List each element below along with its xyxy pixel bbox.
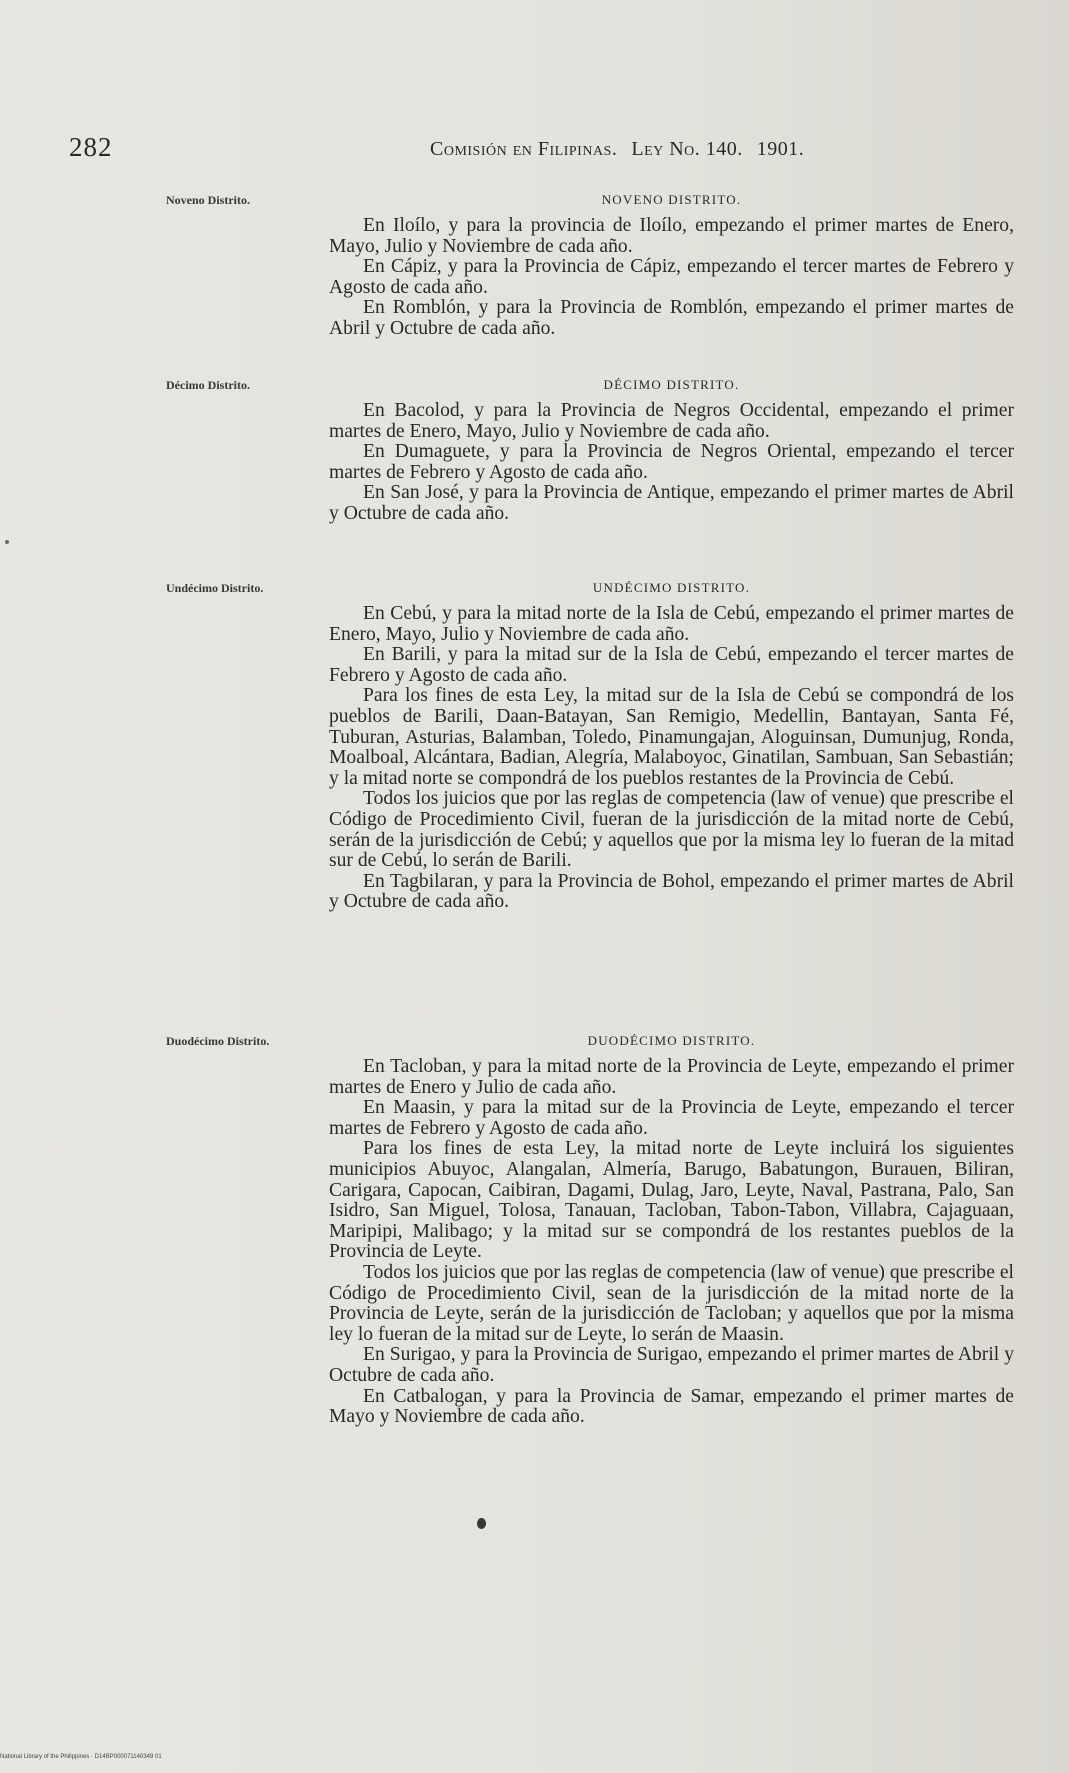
- running-head: [430, 138, 804, 161]
- paragraph: En Dumaguete, y para la Provincia de Negros Oriental, empezando el tercer martes de Febrero y Agosto de cada año.: [329, 441, 1014, 483]
- section-heading: DÉCIMO DISTRITO.: [603, 377, 740, 392]
- paragraph: En Barili, y para la mitad sur de la Isla de Cebú, empezando el tercer martes de Febrero y Agosto de cada año.: [329, 644, 1014, 686]
- running-head-year: 1901.: [756, 138, 805, 160]
- paragraph: En Surigao, y para la Provincia de Surigao, empezando el primer martes de Abril y Octubre de cada año.: [329, 1344, 1014, 1386]
- paragraph: Para los fines de esta Ley, la mitad sur de la Isla de Cebú se compondrá de los pueblos de Barili, Daan-Batayan, San Remigio, Medellin, Bantayan, Santa Fé, Tuburan, Asturias, Balamban, Toledo, Pinamungajan, Aloguinsan, Dumunjug, Ronda, Moalboal, Alcántara, Badian, Alegría, Malaboyoc, Ginatilan, Sambuan, San Sebastián; y la mitad norte se compondrá de los pueblos restantes de la Provincia de Cebú.: [329, 685, 1014, 789]
- paragraph: Todos los juicios que por las reglas de competencia (law of venue) que prescribe el Código de Procedimiento Civil, fueran de la jurisdicción de la mitad norte de Cebú, serán de la jurisdicción de Cebú; y aquellos que por la misma ley lo fueran de la mitad sur de Cebú, lo serán de Barili.: [329, 788, 1014, 872]
- paragraph: Todos los juicios que por las reglas de competencia (law of venue) que prescribe el Código de Procedimiento Civil, sean de la jurisdicción de la mitad norte de la Provincia de Leyte, serán de la jurisdicción de Tacloban; y aquellos que por la misma ley lo fueran de la mitad sur de Leyte, lo serán de Maasin.: [329, 1261, 1014, 1345]
- paragraph: En Tagbilaran, y para la Provincia de Bohol, empezando el primer martes de Abril y Octubre de cada año.: [329, 870, 1014, 913]
- paragraph: Para los fines de esta Ley, la mitad norte de Leyte incluirá los siguientes municipios Abuyoc, Alangalan, Almería, Barugo, Babatungon, Burauen, Biliran, Carigara, Capocan, Caibiran, Dagami, Dulag, Jaro, Leyte, Naval, Pastrana, Palo, San Isidro, San Miguel, Tolosa, Tanauan, Tacloban, Tabon-Tabon, Villabra, Cajaguaan, Maripipi, Malibago; y la mitad sur se compondrá de los restantes pueblos de la Provincia de Leyte.: [329, 1138, 1014, 1263]
- paragraph: En Bacolod, y para la Provincia de Negros Occidental, empezando el primer martes de Enero, Mayo, Julio y Noviembre de cada año.: [329, 400, 1014, 442]
- paragraph: En Catbalogan, y para la Provincia de Samar, empezando el primer martes de Mayo y Noviembre de cada año.: [329, 1385, 1014, 1428]
- section-heading: UNDÉCIMO DISTRITO.: [592, 580, 751, 595]
- running-head-title: Comisión en Filipinas.: [430, 138, 618, 160]
- paragraph: En Romblón, y para la Provincia de Romblón, empezando el primer martes de Abril y Octubre de cada año.: [329, 297, 1014, 339]
- paragraph: En Iloílo, y para la provincia de Iloílo, empezando el primer martes de Enero, Mayo, Julio y Noviembre de cada año.: [329, 215, 1014, 257]
- margin-speck: [5, 540, 9, 544]
- section-undecimo-distrito: [329, 580, 1014, 913]
- side-note-undecimo: Undécimo Distrito.: [166, 581, 264, 595]
- side-note-noveno: Noveno Distrito.: [166, 193, 250, 207]
- section-noveno-distrito: [329, 192, 1014, 340]
- running-head-law: Ley No. 140.: [631, 138, 743, 160]
- paragraph: En Tacloban, y para la mitad norte de la Provincia de Leyte, empezando el primer martes de Enero y Julio de cada año.: [329, 1056, 1014, 1098]
- section-decimo-distrito: [329, 377, 1014, 525]
- ink-dot-mark: [477, 1518, 486, 1529]
- paragraph: En San José, y para la Provincia de Antique, empezando el primer martes de Abril y Octubre de cada año.: [329, 482, 1014, 524]
- paragraph: En Cápiz, y para la Provincia de Cápiz, empezando el tercer martes de Febrero y Agosto de cada año.: [329, 256, 1014, 298]
- page-number: 282: [69, 132, 113, 162]
- side-note-duodecimo: Duodécimo Distrito.: [166, 1034, 270, 1048]
- side-note-decimo: Décimo Distrito.: [166, 378, 250, 392]
- paragraph: En Cebú, y para la mitad norte de la Isla de Cebú, empezando el primer martes de Enero, Mayo, Julio y Noviembre de cada año.: [329, 603, 1014, 645]
- section-duodecimo-distrito: [329, 1033, 1014, 1428]
- section-heading: NOVENO DISTRITO.: [601, 192, 742, 207]
- paragraph: En Maasin, y para la mitad sur de la Provincia de Leyte, empezando el tercer martes de Febrero y Agosto de cada año.: [329, 1097, 1014, 1139]
- section-heading: DUODÉCIMO DISTRITO.: [587, 1033, 756, 1048]
- scan-footer: National Library of the Philippines · D14BP000071140349 01: [0, 1754, 162, 1760]
